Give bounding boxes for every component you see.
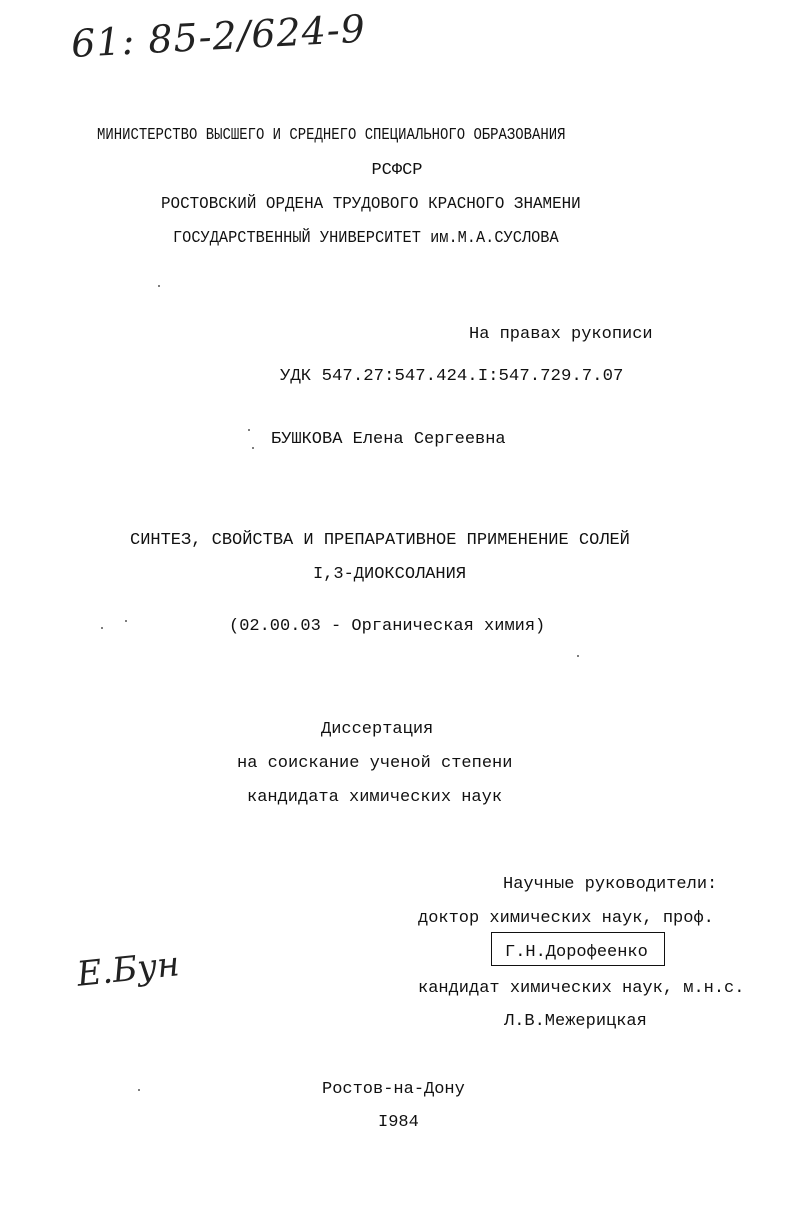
udc-code: УДК 547.27:547.424.I:547.729.7.07: [280, 367, 624, 386]
header-line-university-2: ГОСУДАРСТВЕННЫЙ УНИВЕРСИТЕТ им.М.А.СУСЛОВА: [173, 229, 559, 248]
supervisor-2-title: кандидат химических наук, м.н.с.: [418, 979, 745, 998]
supervisors-heading: Научные руководители:: [503, 875, 718, 894]
author-name: БУШКОВА Елена Сергеевна: [271, 430, 506, 449]
header-line-rsfsr: РСФСР: [371, 161, 423, 180]
scan-speck: [138, 1089, 140, 1091]
handwritten-signature: Е.Бун: [75, 944, 182, 995]
dissertation-title-line-2: I,3-ДИОКСОЛАНИЯ: [313, 565, 467, 584]
specialty-code: (02.00.03 - Органическая химия): [229, 617, 546, 636]
city: Ростов-на-Дону: [322, 1080, 465, 1099]
header-line-university-1: РОСТОВСКИЙ ОРДЕНА ТРУДОВОГО КРАСНОГО ЗНАМЕНИ: [161, 195, 581, 214]
scan-speck: [125, 620, 127, 622]
degree-line-2: на соискание ученой степени: [237, 754, 513, 773]
supervisor-1-name: Г.Н.Дорофеенко: [505, 943, 648, 962]
degree-line-3: кандидата химических наук: [247, 788, 503, 807]
scan-speck: [577, 655, 579, 657]
manuscript-rights: На правах рукописи: [469, 325, 653, 344]
scan-speck: [101, 627, 103, 629]
year: I984: [378, 1113, 419, 1132]
dissertation-title-line-1: СИНТЕЗ, СВОЙСТВА И ПРЕПАРАТИВНОЕ ПРИМЕНЕНИЕ СОЛЕЙ: [130, 531, 630, 550]
degree-line-1: Диссертация: [321, 720, 434, 739]
scan-speck: [248, 429, 250, 431]
scan-speck: [158, 285, 160, 287]
archive-number: 61: 85-2/624-9: [70, 6, 367, 66]
scan-speck: [252, 447, 254, 449]
header-line-ministry: МИНИСТЕРСТВО ВЫСШЕГО И СРЕДНЕГО СПЕЦИАЛЬНОГО ОБРАЗОВАНИЯ: [97, 126, 566, 145]
supervisor-1-title: доктор химических наук, проф.: [418, 909, 714, 928]
supervisor-2-name: Л.В.Межерицкая: [504, 1012, 647, 1031]
